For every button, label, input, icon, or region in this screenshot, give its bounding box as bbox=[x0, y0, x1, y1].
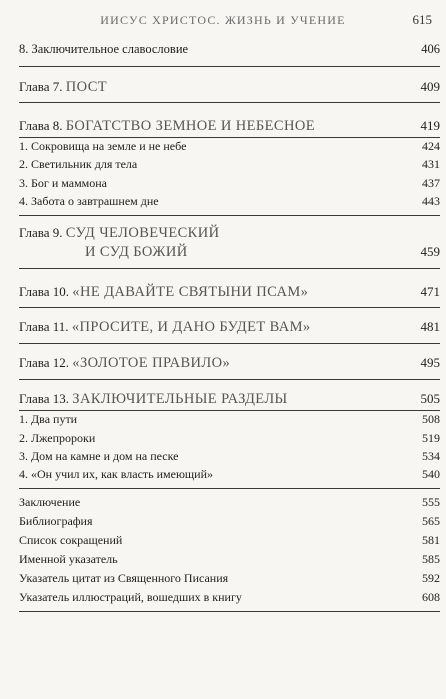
toc-entry-page: 555 bbox=[422, 495, 440, 509]
toc-entry-page: 459 bbox=[420, 244, 440, 259]
chapter-number: Глава 10. bbox=[19, 284, 73, 299]
toc-entry-label: Библиография bbox=[19, 514, 93, 528]
divider bbox=[19, 66, 440, 67]
toc-chapter bbox=[19, 224, 440, 242]
divider bbox=[19, 611, 440, 612]
divider bbox=[19, 488, 440, 489]
toc-entry-label: Список сокращений bbox=[19, 533, 123, 547]
toc-entry-page: 505 bbox=[420, 391, 440, 406]
toc-entry-label: Указатель иллюстраций, вошедших в книгу bbox=[19, 590, 242, 604]
chapter-number: Глава 12. bbox=[19, 355, 73, 370]
toc-entry-page: 471 bbox=[420, 284, 440, 299]
toc-entry-label: 1. Два пути bbox=[19, 412, 78, 426]
toc-entry bbox=[19, 571, 440, 589]
toc-entry bbox=[19, 42, 440, 60]
toc-entry-label: 2. Лжепророки bbox=[19, 431, 96, 445]
toc-entry bbox=[19, 431, 440, 449]
page-number: 615 bbox=[412, 12, 432, 27]
toc-entry-label: 8. Заключительное славословие bbox=[19, 42, 189, 56]
toc-entry bbox=[19, 157, 440, 175]
divider bbox=[19, 137, 440, 138]
toc-entry-page: 534 bbox=[422, 449, 440, 463]
chapter-title: ПОСТ bbox=[65, 79, 108, 95]
toc-chapter bbox=[19, 318, 440, 336]
chapter-number: Глава 11. bbox=[19, 319, 72, 334]
toc-entry bbox=[19, 495, 440, 513]
chapter-title: БОГАТСТВО ЗЕМНОЕ И НЕБЕСНОЕ bbox=[65, 118, 315, 134]
toc-entry-label: Именной указатель bbox=[19, 552, 118, 566]
chapter-title: ЗАКЛЮЧИТЕЛЬНЫЕ РАЗДЕЛЫ bbox=[72, 391, 288, 407]
toc-entry-page: 437 bbox=[422, 176, 440, 190]
toc-entry bbox=[19, 139, 440, 157]
toc-chapter bbox=[19, 117, 440, 135]
chapter-title: «НЕ ДАВАЙТЕ СВЯТЫНИ ПСАМ» bbox=[72, 284, 309, 300]
toc-entry-label: 3. Бог и маммона bbox=[19, 176, 108, 190]
toc-entry-page: 409 bbox=[420, 79, 440, 94]
toc-entry-page: 592 bbox=[422, 571, 440, 585]
toc-entry-label: 1. Сокровища на земле и не небе bbox=[19, 139, 187, 153]
toc-chapter bbox=[19, 354, 440, 372]
chapter-title: «ЗОЛОТОЕ ПРАВИЛО» bbox=[72, 355, 231, 371]
toc-entry-page: 508 bbox=[422, 412, 440, 426]
divider bbox=[19, 307, 440, 308]
toc-entry-label: 4. Забота о завтрашнем дне bbox=[19, 194, 159, 208]
toc-chapter bbox=[19, 78, 440, 96]
toc-entry bbox=[19, 590, 440, 608]
chapter-title-line2: И СУД БОЖИЙ bbox=[85, 244, 188, 260]
toc-entry-label: 4. «Он учил их, как власть имеющий» bbox=[19, 467, 214, 481]
divider bbox=[19, 268, 440, 269]
divider bbox=[19, 410, 440, 411]
divider bbox=[19, 379, 440, 380]
toc-entry-label: Указатель цитат из Священного Писания bbox=[19, 571, 229, 585]
toc-entry-page: 585 bbox=[422, 552, 440, 566]
toc-entry-page: 424 bbox=[422, 139, 440, 153]
divider bbox=[19, 215, 440, 216]
toc-entry-page: 406 bbox=[421, 42, 440, 56]
running-head: ИИСУС ХРИСТОС. ЖИЗНЬ И УЧЕНИЕ bbox=[100, 13, 346, 27]
toc-entry-page: 431 bbox=[422, 157, 440, 171]
toc-entry-page: 481 bbox=[420, 319, 440, 334]
toc-entry-page: 443 bbox=[422, 194, 440, 208]
divider bbox=[19, 343, 440, 344]
toc-chapter-continued bbox=[19, 243, 440, 261]
toc-entry-page: 519 bbox=[422, 431, 440, 445]
toc-entry bbox=[19, 552, 440, 570]
toc-entry-label: 2. Светильник для тела bbox=[19, 157, 138, 171]
toc-entry bbox=[19, 176, 440, 194]
chapter-number: Глава 7. bbox=[19, 79, 66, 94]
toc-entry bbox=[19, 514, 440, 532]
toc-chapter bbox=[19, 390, 440, 408]
toc-entry-page: 581 bbox=[422, 533, 440, 547]
chapter-title: СУД ЧЕЛОВЕЧЕСКИЙ bbox=[65, 225, 220, 241]
chapter-title: «ПРОСИТЕ, И ДАНО БУДЕТ ВАМ» bbox=[71, 319, 311, 335]
toc-entry-page: 540 bbox=[422, 467, 440, 481]
toc-entry bbox=[19, 194, 440, 212]
chapter-number: Глава 9. bbox=[19, 225, 66, 240]
divider bbox=[19, 102, 440, 103]
toc-entry bbox=[19, 412, 440, 430]
chapter-number: Глава 13. bbox=[19, 391, 73, 406]
toc-entry-label: 3. Дом на камне и дом на песке bbox=[19, 449, 179, 463]
toc-entry-label: Заключение bbox=[19, 495, 81, 509]
toc-entry-page: 608 bbox=[422, 590, 440, 604]
toc-entry bbox=[19, 449, 440, 467]
toc-entry bbox=[19, 467, 440, 485]
toc-entry bbox=[19, 533, 440, 551]
toc-entry-page: 565 bbox=[422, 514, 440, 528]
toc-entry-page: 495 bbox=[420, 355, 440, 370]
toc-entry-page: 419 bbox=[420, 118, 440, 133]
chapter-number: Глава 8. bbox=[19, 118, 66, 133]
toc-chapter bbox=[19, 283, 440, 301]
